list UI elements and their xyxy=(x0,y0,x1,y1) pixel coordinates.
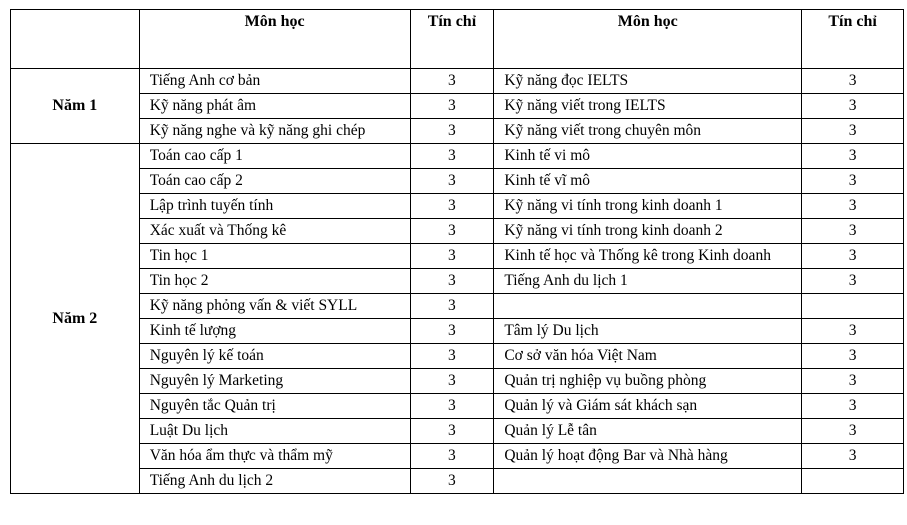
credit-cell: 3 xyxy=(802,169,904,194)
credit-cell: 3 xyxy=(410,469,494,494)
table-row xyxy=(11,469,904,494)
credit-cell: 3 xyxy=(410,444,494,469)
credit-cell: 3 xyxy=(802,119,904,144)
table-row xyxy=(11,294,904,319)
table-row xyxy=(11,269,904,294)
credit-cell: 3 xyxy=(410,119,494,144)
credit-cell: 3 xyxy=(802,244,904,269)
subject-cell: Nguyên lý Marketing xyxy=(139,369,410,394)
subject-cell: Kỹ năng nghe và kỹ năng ghi chép xyxy=(139,119,410,144)
credit-cell: 3 xyxy=(410,169,494,194)
year-2-label: Năm 2 xyxy=(11,144,140,494)
credit-cell: 3 xyxy=(802,94,904,119)
table-row xyxy=(11,319,904,344)
subject-cell: Kinh tế lượng xyxy=(139,319,410,344)
table-row xyxy=(11,344,904,369)
subject-cell: Tiếng Anh cơ bản xyxy=(139,69,410,94)
credit-cell: 3 xyxy=(802,269,904,294)
subject-cell: Tiếng Anh du lịch 2 xyxy=(139,469,410,494)
table-row xyxy=(11,144,904,169)
credit-cell: 3 xyxy=(410,194,494,219)
subject-cell: Quản lý Lễ tân xyxy=(494,419,802,444)
subject-cell: Tin học 2 xyxy=(139,269,410,294)
table-row xyxy=(11,394,904,419)
subject-cell: Tin học 1 xyxy=(139,244,410,269)
credit-cell: 3 xyxy=(410,319,494,344)
header-row xyxy=(11,10,904,69)
credit-cell: 3 xyxy=(410,144,494,169)
subject-cell: Kỹ năng đọc IELTS xyxy=(494,69,802,94)
subject-cell: Luật Du lịch xyxy=(139,419,410,444)
table-row xyxy=(11,244,904,269)
subject-cell: Toán cao cấp 2 xyxy=(139,169,410,194)
credit-cell: 3 xyxy=(802,419,904,444)
subject-cell: Lập trình tuyến tính xyxy=(139,194,410,219)
subject-cell: Cơ sở văn hóa Việt Nam xyxy=(494,344,802,369)
table-row xyxy=(11,69,904,94)
subject-cell: Kinh tế vĩ mô xyxy=(494,169,802,194)
credit-cell: 3 xyxy=(410,69,494,94)
table-row xyxy=(11,169,904,194)
subject-cell: Xác xuất và Thống kê xyxy=(139,219,410,244)
subject-cell: Tiếng Anh du lịch 1 xyxy=(494,269,802,294)
credit-cell xyxy=(802,294,904,319)
credit-cell: 3 xyxy=(802,344,904,369)
credit-cell: 3 xyxy=(802,394,904,419)
credit-cell: 3 xyxy=(802,144,904,169)
subject-cell: Quản lý hoạt động Bar và Nhà hàng xyxy=(494,444,802,469)
table-row xyxy=(11,444,904,469)
header-subject-left: Môn học xyxy=(139,10,410,69)
credit-cell: 3 xyxy=(410,94,494,119)
subject-cell xyxy=(494,469,802,494)
subject-cell: Nguyên tắc Quản trị xyxy=(139,394,410,419)
subject-cell: Văn hóa ẩm thực và thẩm mỹ xyxy=(139,444,410,469)
subject-cell: Kỹ năng phỏng vấn & viết SYLL xyxy=(139,294,410,319)
credit-cell: 3 xyxy=(802,319,904,344)
subject-cell: Kinh tế vi mô xyxy=(494,144,802,169)
credit-cell: 3 xyxy=(410,419,494,444)
subject-cell: Kỹ năng vi tính trong kinh doanh 2 xyxy=(494,219,802,244)
credit-cell: 3 xyxy=(802,369,904,394)
header-credit-left: Tín chỉ xyxy=(410,10,494,69)
credit-cell: 3 xyxy=(410,369,494,394)
subject-cell: Kỹ năng vi tính trong kinh doanh 1 xyxy=(494,194,802,219)
table-row xyxy=(11,94,904,119)
header-credit-right: Tín chỉ xyxy=(802,10,904,69)
credit-cell: 3 xyxy=(802,194,904,219)
table-row xyxy=(11,119,904,144)
subject-cell: Nguyên lý kế toán xyxy=(139,344,410,369)
credit-cell: 3 xyxy=(410,269,494,294)
table-row xyxy=(11,194,904,219)
credit-cell: 3 xyxy=(802,444,904,469)
subject-cell: Toán cao cấp 1 xyxy=(139,144,410,169)
curriculum-table xyxy=(10,9,904,494)
credit-cell: 3 xyxy=(802,69,904,94)
header-year-empty xyxy=(11,10,140,69)
credit-cell xyxy=(802,469,904,494)
subject-cell: Kinh tế học và Thống kê trong Kinh doanh xyxy=(494,244,802,269)
subject-cell: Tâm lý Du lịch xyxy=(494,319,802,344)
credit-cell: 3 xyxy=(410,394,494,419)
subject-cell: Kỹ năng viết trong IELTS xyxy=(494,94,802,119)
credit-cell: 3 xyxy=(410,244,494,269)
credit-cell: 3 xyxy=(410,219,494,244)
subject-cell: Kỹ năng phát âm xyxy=(139,94,410,119)
table-row xyxy=(11,419,904,444)
table-row xyxy=(11,219,904,244)
table-row xyxy=(11,369,904,394)
header-subject-right: Môn học xyxy=(494,10,802,69)
credit-cell: 3 xyxy=(802,219,904,244)
subject-cell: Kỹ năng viết trong chuyên môn xyxy=(494,119,802,144)
subject-cell xyxy=(494,294,802,319)
subject-cell: Quản lý và Giám sát khách sạn xyxy=(494,394,802,419)
credit-cell: 3 xyxy=(410,344,494,369)
year-1-label: Năm 1 xyxy=(11,69,140,144)
credit-cell: 3 xyxy=(410,294,494,319)
subject-cell: Quản trị nghiệp vụ buồng phòng xyxy=(494,369,802,394)
